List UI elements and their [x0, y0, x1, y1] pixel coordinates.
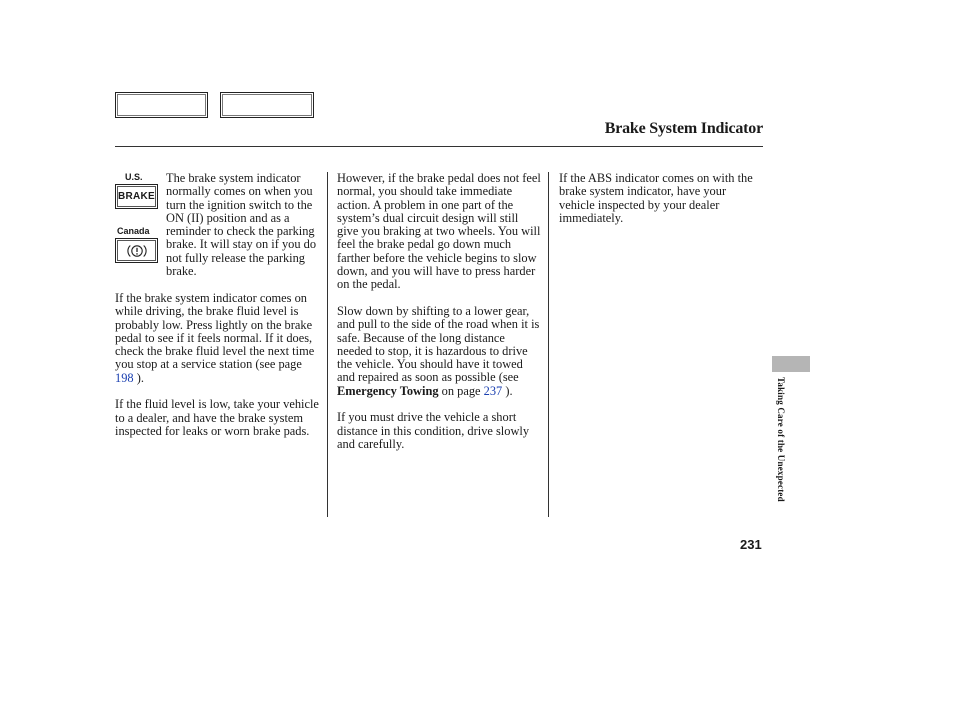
brake-icon-text: BRAKE	[117, 191, 156, 202]
page-link-198[interactable]: 198	[115, 370, 134, 385]
paragraph-take-to-dealer: If the fluid level is low, take your vehicle to a dealer, and have the brake system inspected for leaks or worn brake pads.	[115, 397, 319, 438]
column-1-top	[166, 172, 321, 292]
next-page-button[interactable]	[220, 92, 314, 118]
brake-indicator-us-icon	[115, 184, 158, 209]
column-3	[559, 172, 759, 238]
brake-warning-symbol-icon	[126, 243, 148, 259]
paragraph-slow-down: Slow down by shifting to a lower gear, and pull to the side of the road when it is safe. Because of the long distance needed to stop, it is hazardous to drive the vehicle. You should have it towed and repaired as soon as possible (see Emergency Towing on page 237 ).	[337, 303, 540, 398]
circle-exclamation-brake-icon	[115, 238, 158, 263]
paragraph-drive-carefully: If you must drive the vehicle a short distance in this condition, drive slowly and carefully.	[337, 410, 530, 451]
page-link-237[interactable]: 237	[483, 383, 503, 398]
column-divider-2	[548, 172, 549, 517]
paragraph-indicator-normal: The brake system indicator normally comes on when you turn the ignition switch to the ON (II) position and as a reminder to check the parking brake. It will stay on if you do not fully release the parking brake.	[166, 171, 317, 279]
paragraph-pedal-abnormal: However, if the brake pedal does not feel normal, you should take immediate action. A problem in one part of the system’s dual circuit design will still give you braking at two wheels. You will feel the brake pedal go down much farther before the vehicle begins to slow down, and you will have to press harder on the pedal.	[337, 171, 541, 292]
column-divider-1	[327, 172, 328, 517]
page-number: 231	[740, 537, 762, 552]
previous-page-button[interactable]	[115, 92, 208, 118]
paragraph-fluid-low: If the brake system indicator comes on while driving, the brake fluid level is probably low. Press lightly on the brake pedal to see if it feels normal. If it does, check the brake fluid level the next time you stop at a service station (see page 198 ).	[115, 291, 315, 385]
column-2	[337, 172, 542, 465]
page-title: Brake System Indicator	[604, 120, 763, 137]
emergency-towing-ref: Emergency Towing	[337, 383, 439, 398]
section-tab-marker	[772, 356, 810, 372]
title-divider	[115, 146, 763, 147]
section-side-label: Taking Care of the Unexpected	[776, 377, 786, 502]
us-label: U.S.	[125, 172, 143, 182]
canada-label: Canada	[117, 226, 150, 236]
column-1-bottom	[115, 292, 321, 452]
paragraph-abs-indicator: If the ABS indicator comes on with the brake system indicator, have your vehicle inspected by your dealer immediately.	[559, 171, 753, 225]
